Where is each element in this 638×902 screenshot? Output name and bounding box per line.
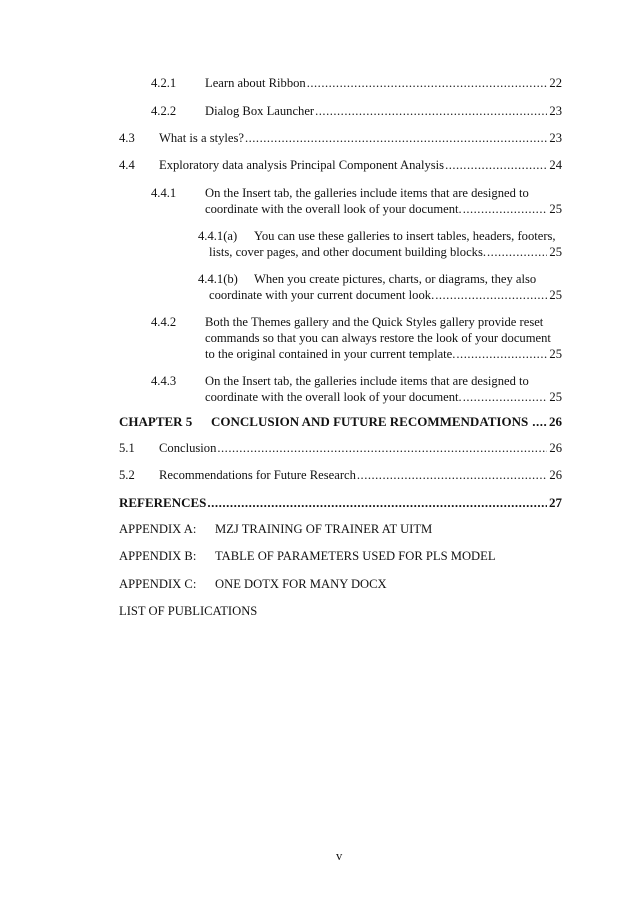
references-title: REFERENCES [119,495,207,510]
toc-leader [532,414,547,430]
toc-number: 4.4.1(a) [198,229,238,243]
toc-page: 27 [549,495,562,510]
toc-page: 26 [549,468,562,482]
appendix-title[interactable]: TABLE OF PARAMETERS USED FOR PLS MODEL [215,549,496,563]
toc-leader [435,288,547,303]
toc-number: 5.2 [119,468,135,482]
toc-entry[interactable] [209,288,562,303]
toc-number: 4.4.2 [151,315,177,329]
toc-entry[interactable] [205,104,562,119]
list-of-publications[interactable]: LIST OF PUBLICATIONS [119,604,258,618]
toc-title: On the Insert tab, the galleries include items that are designed to [205,374,529,388]
toc-page: 25 [549,288,562,302]
toc-title: Exploratory data analysis Principal Component Analysis [159,158,445,172]
toc-number: 4.3 [119,131,135,145]
toc-entry[interactable] [205,347,562,362]
toc-number: 4.2.1 [151,76,177,90]
appendix-title[interactable]: MZJ TRAINING OF TRAINER AT UITM [215,522,433,536]
toc-page: 26 [549,441,562,455]
toc-title: Learn about Ribbon [205,76,306,90]
toc-number: 4.2.2 [151,104,177,118]
toc-entry[interactable] [205,390,562,405]
toc-title: Recommendations for Future Research [159,468,356,482]
toc-leader [487,245,547,260]
toc-page: 26 [549,414,562,429]
toc-title: Conclusion [159,441,217,455]
toc-chapter-entry[interactable] [211,414,562,430]
toc-leader [445,158,547,173]
toc-title: Both the Themes gallery and the Quick Styles gallery provide reset [205,315,544,329]
toc-leader [217,441,547,456]
page-number: v [336,849,343,863]
toc-title-continued: lists, cover pages, and other document building blocks. [209,245,487,259]
toc-leader [315,104,547,119]
toc-leader [207,495,547,511]
appendix-label: APPENDIX C: [119,577,197,591]
appendix-title[interactable]: ONE DOTX FOR MANY DOCX [215,577,387,591]
toc-title: When you create pictures, charts, or diagrams, they also [254,272,537,286]
toc-entry[interactable] [159,468,562,483]
appendix-label: APPENDIX B: [119,549,197,563]
toc-page: 22 [549,76,562,90]
appendix-label: APPENDIX A: [119,522,197,536]
chapter-title: CONCLUSION AND FUTURE RECOMMENDATIONS [211,414,529,429]
toc-leader [456,347,547,362]
chapter-label: CHAPTER 5 [119,414,193,429]
toc-title: What is a styles? [159,131,244,145]
toc-page: 25 [549,347,562,361]
toc-page: 25 [549,390,562,404]
toc-title-continued: coordinate with your current document look. [209,288,435,302]
toc-title: You can use these galleries to insert tables, headers, footers, [254,229,556,243]
toc-title-continued: coordinate with the overall look of your document. [205,390,462,404]
toc-page: 24 [549,158,562,172]
toc-number: 4.4.1 [151,186,177,200]
toc-number: 5.1 [119,441,135,455]
toc-leader [463,202,548,217]
toc-title-continued: commands so that you can always restore the look of your document [205,331,551,345]
toc-number: 4.4.3 [151,374,177,388]
toc-leader [245,131,547,146]
toc-title-continued: coordinate with the overall look of your document. [205,202,462,216]
toc-entry[interactable] [209,245,562,260]
toc-title: Dialog Box Launcher [205,104,315,118]
toc-page: 23 [549,131,562,145]
toc-title: On the Insert tab, the galleries include items that are designed to [205,186,529,200]
toc-entry[interactable] [159,441,562,456]
toc-leader [357,468,548,483]
toc-title-continued: to the original contained in your current template. [205,347,456,361]
toc-entry[interactable] [159,158,562,173]
toc-number: 4.4.1(b) [198,272,238,286]
toc-references-entry[interactable] [119,495,562,511]
toc-page: 23 [549,104,562,118]
toc-entry[interactable] [159,131,562,146]
toc-entry[interactable] [205,202,562,217]
toc-page: 25 [549,245,562,259]
toc-leader [463,390,548,405]
toc-number: 4.4 [119,158,135,172]
toc-page: 25 [549,202,562,216]
toc-entry[interactable] [205,76,562,91]
toc-leader [307,76,548,91]
